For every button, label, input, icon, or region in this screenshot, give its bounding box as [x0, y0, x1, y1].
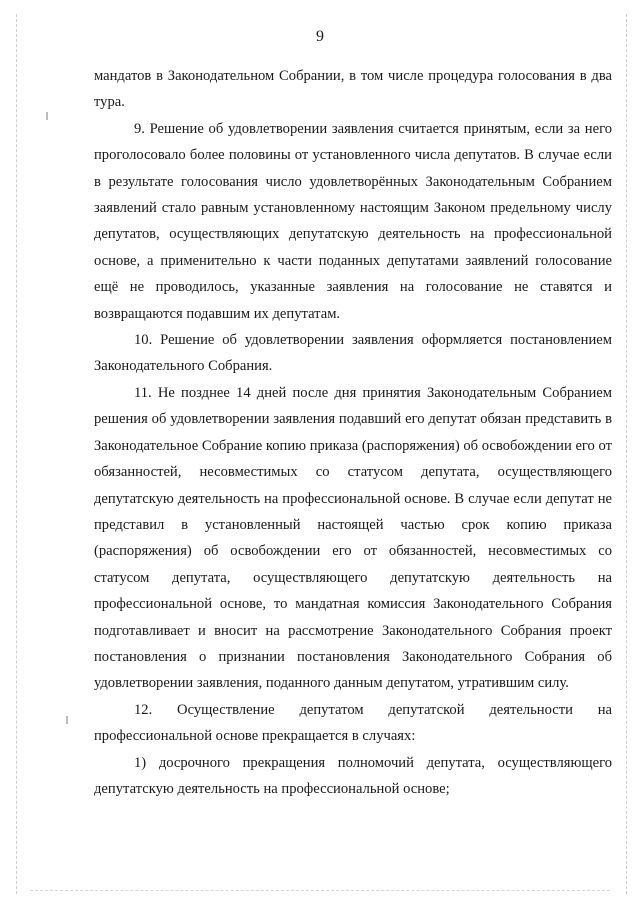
scan-edge-left — [16, 14, 17, 894]
paragraph-9: 9. Решение об удовлетворении заявления считается принятым, если за него проголосовало более половины от установленного числа депутатов. В случае если в результате голосования число удовлетворённых Законодательным Собранием заявлений стало равным установленному настоящим Законом предельному числу депутатов, осуществляющих депутатскую деятельность на профессиональной основе, а применительно к части поданных депутатами заявлений голосование ещё не проводилось, указанные заявления на голосование не ставятся и возвращаются подавшим их депутатам. — [94, 120, 612, 322]
scan-edge-bottom — [30, 890, 610, 891]
scan-edge-right — [626, 14, 627, 894]
paragraph-10: 10. Решение об удовлетворении заявления оформляется постановлением Законодательного Собрания. — [94, 332, 612, 375]
scan-artifact-mark — [66, 716, 68, 724]
scan-artifact-mark — [46, 112, 48, 120]
document-body — [94, 63, 612, 802]
list-item-1: 1) досрочного прекращения полномочий депутата, осуществляющего депутатскую деятельность на профессиональной основе; — [94, 754, 612, 797]
paragraph-11: 11. Не позднее 14 дней после дня принятия Законодательным Собранием решения об удовлетворении заявления подавший его депутат обязан представить в Законодательное Собрание копию приказа (распоряжения) об освобождении его от обязанностей, несовместимых со статусом депутата, осуществляющего депутатскую деятельность на профессиональной основе. В случае если депутат не представил в установленный настоящей частью срок копию приказа (распоряжения) об освобождении его от обязанностей, несовместимых со статусом депутата, осуществляющего депутатскую деятельность на профессиональной основе, то мандатная комиссия Законодательного Собрания подготавливает и вносит на рассмотрение Законодательного Собрания проект постановления о признании постановления Законодательного Собрания об удовлетворении заявления, поданного данным депутатом, утратившим силу. — [94, 384, 612, 692]
paragraph-continuation: мандатов в Законодательном Собрании, в том числе процедура голосования в два тура. — [94, 68, 612, 111]
page-number: 9 — [316, 28, 324, 45]
paragraph-12: 12. Осуществление депутатом депутатской деятельности на профессиональной основе прекращается в случаях: — [94, 701, 612, 745]
